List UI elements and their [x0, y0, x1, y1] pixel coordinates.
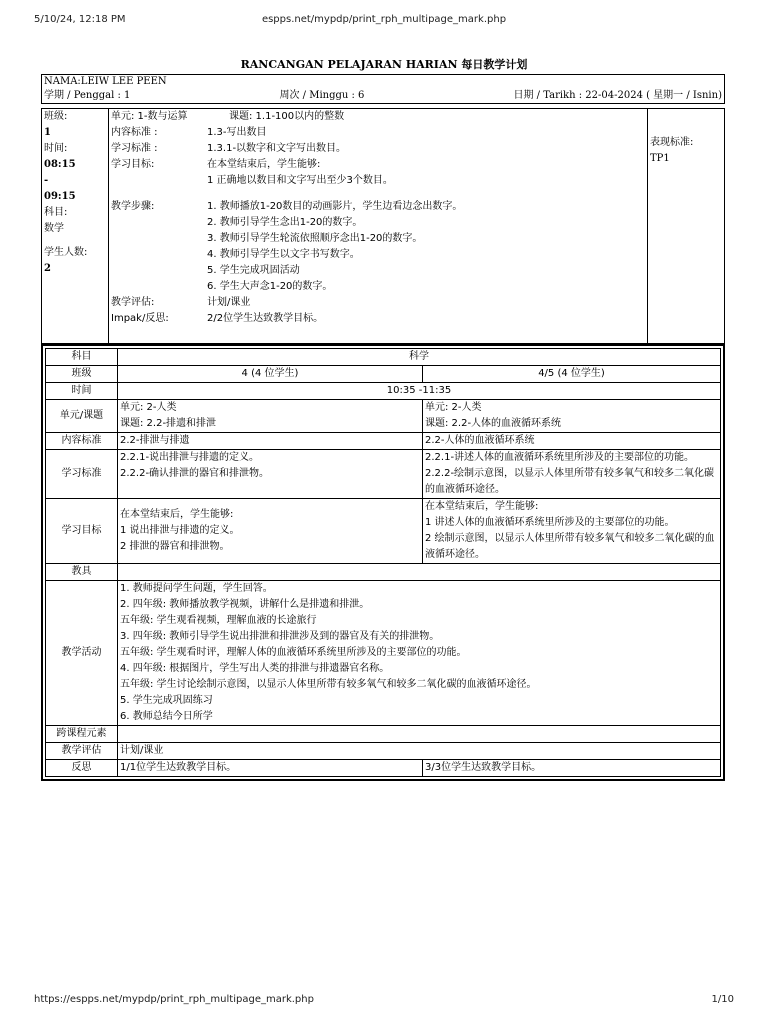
- subject-label: 科目: [46, 349, 118, 366]
- unit-b-cell: [423, 400, 721, 433]
- subject-value: 数学: [44, 223, 64, 234]
- page-number: 1/10: [711, 994, 734, 1005]
- subject-value: 科学: [118, 349, 721, 366]
- document-title: RANCANGAN PELAJARAN HARIAN 每日教学计划: [240, 58, 528, 71]
- activity-item: 2. 四年级: 教师播放教学视频，讲解什么是排遗和排泄。: [120, 599, 370, 610]
- step-item: 2. 教师引导学生念出1-20的数字。: [207, 217, 363, 228]
- steps-label: 教学步骤:: [111, 201, 155, 212]
- content-std-label: 内容标准 :: [111, 127, 158, 138]
- lesson-2-outer: [42, 345, 724, 780]
- topic-a: 课题: 2.2-排遗和排泄: [120, 418, 217, 429]
- content-std: 1.3-写出数目: [207, 127, 267, 138]
- learning-std-label: 学习标准 :: [111, 143, 158, 154]
- students-value: 2: [44, 263, 51, 274]
- print-url-title: espps.net/mypdp/print_rph_multipage_mark.php: [261, 14, 507, 25]
- class-label: 班级:: [44, 111, 68, 122]
- class-b: 4/5 (4 位学生): [423, 366, 721, 383]
- eval-label: 教学评估: [46, 743, 118, 760]
- print-datetime: 5/10/24, 12:18 PM: [34, 14, 126, 25]
- activity-item: 五年级: 学生讨论绘制示意图，以显示人体里所带有较多氧气和较多二氧化碳的血液循环途径。: [120, 679, 537, 690]
- learning-std: 1.3.1-以数字和文字写出数目。: [207, 143, 347, 154]
- term: 学期 / Penggal : 1: [44, 90, 131, 101]
- time-value: 10:35 -11:35: [118, 383, 721, 400]
- date: 日期 / Tarikh : 22-04-2024 ( 星期一 / Isnin): [513, 90, 722, 101]
- activity-label: 教学活动: [46, 581, 118, 726]
- activity-item: 五年级: 学生观看时评，理解人体的血液循环系统里所涉及的主要部位的功能。: [120, 647, 467, 658]
- objective-b-cell: [423, 499, 721, 564]
- activity-item: 5. 学生完成巩固练习: [120, 695, 213, 706]
- reflection-label: 反思: [46, 760, 118, 777]
- students-label: 学生人数:: [44, 247, 88, 258]
- lesson-1-body: [109, 109, 648, 344]
- lesson-1-table: [41, 108, 725, 344]
- lesson-2-table: [41, 344, 725, 781]
- objective-label: 学习目标:: [111, 159, 155, 170]
- lesson-1-performance: [648, 109, 725, 344]
- cross-curriculum-label: 跨课程元素: [46, 726, 118, 743]
- activity-item: 五年级: 学生观看视频，理解血液的长途旅行: [120, 615, 317, 626]
- step-item: 3. 教师引导学生轮流依照顺序念出1-20的数字。: [207, 233, 423, 244]
- activity-item: 4. 四年级: 根据图片，学生写出人类的排泄与排遗器官名称。: [120, 663, 390, 674]
- eval-value: 计划/课业: [118, 743, 721, 760]
- time-dash: -: [44, 175, 49, 186]
- materials-label: 教具: [46, 564, 118, 581]
- class-value: 1: [44, 127, 51, 138]
- learning-b-item: 2.2.1-讲述人体的血液循环系统里所涉及的主要部位的功能。: [425, 452, 695, 463]
- eval-value: 计划/课业: [207, 297, 251, 308]
- learning-a-cell: [118, 450, 423, 499]
- content-a: 2.2-排泄与排遗: [118, 433, 423, 450]
- impak-label: Impak/反思:: [111, 313, 169, 324]
- class-label: 班级: [46, 366, 118, 383]
- header-table: [41, 74, 725, 104]
- lesson-2-grid: [45, 348, 721, 777]
- objective-a-item: 2 排泄的器官和排泄物。: [120, 541, 230, 552]
- learning-label: 学习标准: [46, 450, 118, 499]
- header-cell: [42, 75, 725, 104]
- unit: 单元: 1-数与运算: [111, 111, 188, 122]
- teacher-name: NAMA:LEIW LEE PEEN: [44, 76, 167, 87]
- activity-cell: [118, 581, 721, 726]
- learning-b-cell: [423, 450, 721, 499]
- unit-b: 单元: 2-人类: [425, 402, 482, 413]
- step-item: 5. 学生完成巩固活动: [207, 265, 300, 276]
- objective-a-item: 在本堂结束后，学生能够:: [120, 509, 234, 520]
- footer-url: https://espps.net/mypdp/print_rph_multipage_mark.php: [34, 994, 314, 1005]
- lesson-1-meta: [42, 109, 109, 344]
- materials-value: [118, 564, 721, 581]
- reflection-b: 3/3位学生达致教学目标。: [423, 760, 721, 777]
- objective-b-item: 1 讲述人体的血液循环系统里所涉及的主要部位的功能。: [425, 517, 675, 528]
- unit-label: 单元/课题: [46, 400, 118, 433]
- content-b: 2.2-人体的血液循环系统: [423, 433, 721, 450]
- eval-label: 教学评估:: [111, 297, 155, 308]
- activity-item: 6. 教师总结今日所学: [120, 711, 213, 722]
- print-header: [0, 14, 768, 28]
- objective-label: 学习目标: [46, 499, 118, 564]
- learning-a-item: 2.2.1-说出排泄与排遗的定义。: [120, 452, 260, 463]
- week: 周次 / Minggu : 6: [279, 90, 365, 101]
- activity-item: 1. 教师提问学生问题，学生回答。: [120, 583, 273, 594]
- learning-a-item: 2.2.2-确认排泄的器官和排泄物。: [120, 468, 270, 479]
- topic: 课题: 1.1-100以内的整数: [229, 111, 345, 122]
- steps-list: [207, 199, 645, 295]
- objective-a-cell: [118, 499, 423, 564]
- reflection-a: 1/1位学生达致教学目标。: [118, 760, 423, 777]
- objective-intro: 在本堂结束后，学生能够:: [207, 159, 321, 170]
- time-label: 时间:: [44, 143, 68, 154]
- activity-item: 3. 四年级: 教师引导学生说出排泄和排泄涉及到的器官及有关的排泄物。: [120, 631, 440, 642]
- objective-b-item: 在本堂结束后，学生能够:: [425, 501, 539, 512]
- unit-a-cell: [118, 400, 423, 433]
- time-label: 时间: [46, 383, 118, 400]
- impak-value: 2/2位学生达致教学目标。: [207, 313, 324, 324]
- objective-b-item: 2 绘制示意图，以显示人体里所带有较多氧气和较多二氧化碳的血液循环途径。: [425, 533, 715, 560]
- step-item: 6. 学生大声念1-20的数字。: [207, 281, 333, 292]
- objective-1: 1 正确地以数目和文字写出至少3个数目。: [207, 175, 393, 186]
- unit-a: 单元: 2-人类: [120, 402, 177, 413]
- step-item: 4. 教师引导学生以文字书写数字。: [207, 249, 360, 260]
- cross-curriculum-value: [118, 726, 721, 743]
- learning-b-item: 2.2.2-绘制示意图，以显示人体里所带有较多氧气和较多二氧化碳的血液循环途径。: [425, 468, 715, 495]
- topic-b: 课题: 2.2-人体的血液循环系统: [425, 418, 562, 429]
- performance-value: TP1: [650, 153, 670, 164]
- time-end: 09:15: [44, 191, 76, 202]
- performance-label: 表现标准:: [650, 137, 694, 148]
- content-label: 内容标准: [46, 433, 118, 450]
- step-item: 1. 教师播放1-20数目的动画影片，学生边看边念出数字。: [207, 201, 463, 212]
- objective-a-item: 1 说出排泄与排遗的定义。: [120, 525, 240, 536]
- subject-label: 科目:: [44, 207, 68, 218]
- class-a: 4 (4 位学生): [118, 366, 423, 383]
- print-footer: [0, 994, 768, 1008]
- time-start: 08:15: [44, 159, 76, 170]
